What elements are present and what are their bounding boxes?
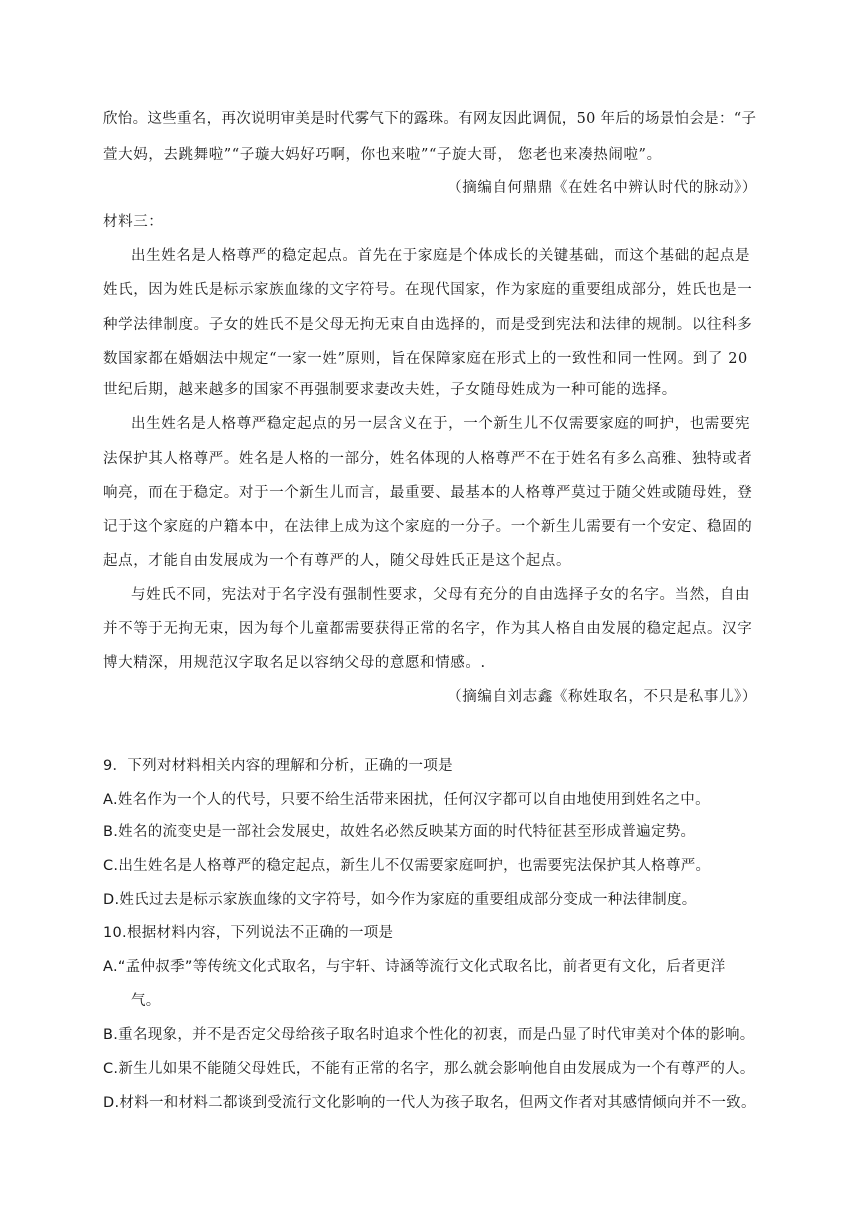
source-citation: （摘编自何鼎鼎《在姓名中辨认时代的脉动》） [447, 180, 757, 196]
paragraph-line: 出生姓名是人格尊严稳定起点的另一层含义在于，一个新生儿不仅需要家庭的呵护，也需要宪 [131, 416, 751, 432]
paragraph-line: 出生姓名是人格尊严的稳定起点。首先在于家庭是个体成长的关键基础，而这个基础的起点是 [131, 248, 751, 264]
paragraph-line: 萱大妈，去跳舞啦”“子璇大妈好巧啊，你也来啦”“子旋大哥， 您老也来凑热闹啦”。 [103, 147, 662, 163]
answer-option: D.姓氏过去是标示家族血缘的文字符号，如今作为家庭的重要组成部分变成一种法律制度。 [103, 892, 697, 908]
source-citation: （摘编自刘志鑫《称姓取名，不只是私事儿》） [447, 689, 757, 705]
paragraph-line: 起点，才能自由发展成为一个有尊严的人，随父母姓氏正是这个起点。 [103, 553, 572, 569]
answer-option: C.出生姓名是人格尊严的稳定起点，新生儿不仅需要家庭呵护，也需要宪法保护其人格尊严。 [103, 858, 711, 874]
paragraph-line: 法保护其人格尊严。姓名是人格的一部分，姓名体现的人格尊严不在于姓名有多么高雅、独特或者 [103, 451, 753, 467]
paragraph-line: 与姓氏不同，宪法对于名字没有强制性要求，父母有充分的自由选择子女的名字。当然，自由 [131, 587, 751, 603]
section-heading: 材料三： [103, 214, 164, 230]
paragraph-line: 姓氏，因为姓氏是标示家族血缘的文字符号。在现代国家，作为家庭的重要组成部分，姓氏也是一 [103, 282, 753, 298]
paragraph-line: 响亮，而在于稳定。对于一个新生儿而言，最重要、最基本的人格尊严莫过于随父姓或随母姓，登 [103, 485, 753, 501]
paragraph-line: 欣怡。这些重名，再次说明审美是时代雾气下的露珠。有网友因此调侃，50 年后的场景怕会是：“子 [103, 111, 757, 127]
answer-option-continuation: 气。 [131, 993, 161, 1009]
answer-option: C.新生儿如果不能随父母姓氏，不能有正常的名字，那么就会影响他自由发展成为一个有尊严的人。 [103, 1061, 755, 1077]
paragraph-line: 并不等于无拘无束，因为每个儿童都需要获得正常的名字，作为其人格自由发展的稳定起点。汉字 [103, 621, 753, 637]
paragraph-line: 种学法律制度。子女的姓氏不是父母无拘无束自由选择的，而是受到宪法和法律的规制。以往科多 [103, 317, 753, 333]
answer-option: B.重名现象，并不是否定父母给孩子取名时追求个性化的初衷，而是凸显了时代审美对个体的影响。 [103, 1027, 755, 1043]
answer-option: D.材料一和材料二都谈到受流行文化影响的一代人为孩子取名，但两文作者对其感情倾向并不一致。 [103, 1095, 756, 1111]
paragraph-line: 博大精深，用规范汉字取名足以容纳父母的意愿和情感。. [103, 655, 486, 671]
paragraph-line: 记于这个家庭的户籍本中，在法律上成为这个家庭的一分子。一个新生儿需要有一个安定、稳固的 [103, 519, 753, 535]
paragraph-line: 世纪后期，越来越多的国家不再强制要求妻改夫姓，子女随母姓成为一种可能的选择。 [103, 382, 677, 398]
question-stem: 10.根据材料内容，下列说法不正确的一项是 [103, 925, 394, 941]
answer-option: B.姓名的流变史是一部社会发展史，故姓名必然反映某方面的时代特征甚至形成普遍定势。 [103, 824, 696, 840]
question-stem: 9．下列对材料相关内容的理解和分析，正确的一项是 [103, 758, 453, 774]
answer-option: A.姓名作为一个人的代号，只要不给生活带来困扰，任何汉字都可以自由地使用到姓名之中。 [103, 792, 710, 808]
paragraph-line: 数国家都在婚姻法中规定“一家一姓”原则，旨在保障家庭在形式上的一致性和同一性网。到了 20 [103, 351, 748, 367]
answer-option: A.“孟仲叔季”等传统文化式取名，与宇轩、诗涵等流行文化式取名比，前者更有文化，后者更洋 [103, 959, 726, 975]
